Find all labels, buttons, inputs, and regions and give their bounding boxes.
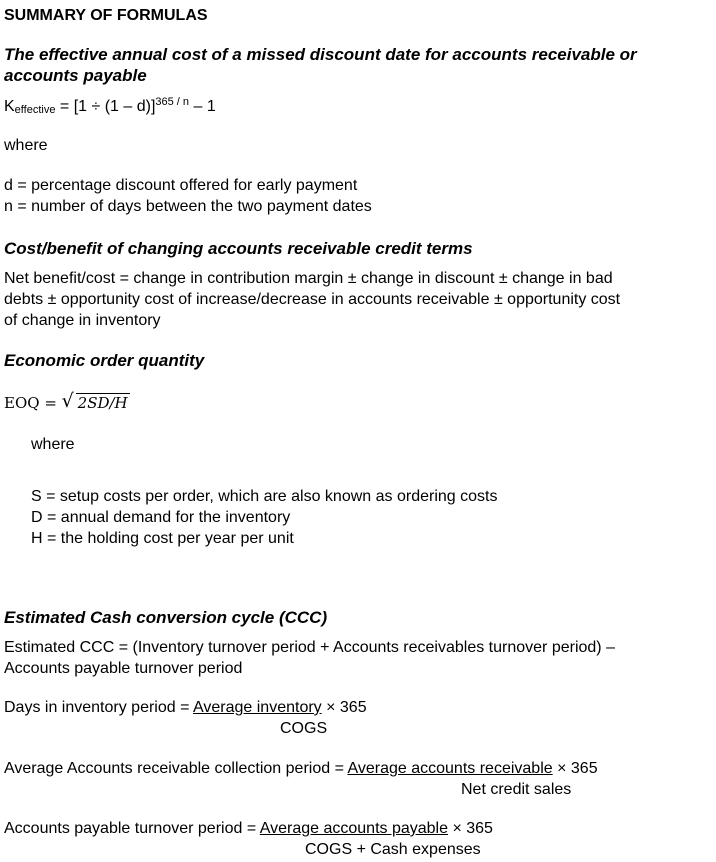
definition-d-demand: D = annual demand for the inventory [31, 509, 291, 526]
where-label-eoq: where [31, 436, 75, 453]
formula-days-inventory [4, 697, 367, 718]
section-heading-effective-cost-cont: accounts payable [4, 66, 147, 85]
eoq-sqrt [61, 390, 130, 414]
dip-denominator: COGS [280, 720, 328, 737]
ccc-formula-line-1: Estimated CCC = (Inventory turnover period + Accounts receivables turnover period) – [4, 639, 615, 656]
formula-main: = [1 ÷ (1 – d)] [55, 98, 156, 115]
formula-k-subscript: effective [14, 104, 56, 116]
ccc-formula-line-2: Accounts payable turnover period [4, 660, 243, 677]
ap-multiplier: × 365 [448, 820, 493, 837]
eoq-lhs: EOQ = [4, 394, 62, 412]
definition-s: S = setup costs per order, which are also known as ordering costs [31, 488, 498, 505]
ar-multiplier: × 365 [552, 760, 598, 777]
dip-multiplier: × 365 [321, 699, 367, 716]
cost-benefit-line-1: Net benefit/cost = change in contribution margin ± change in discount ± change in bad [4, 270, 613, 287]
definition-d: d = percentage discount offered for early payment [4, 177, 358, 194]
dip-lhs: Days in inventory period = [4, 699, 193, 716]
section-heading-ccc: Estimated Cash conversion cycle (CCC) [4, 608, 328, 627]
definition-n: n = number of days between the two payment dates [4, 198, 372, 215]
definition-h: H = the holding cost per year per unit [31, 530, 294, 547]
cost-benefit-line-2: debts ± opportunity cost of increase/decrease in accounts receivable ± opportunity cost [4, 291, 621, 308]
eoq-radicand: 2SD/H [77, 394, 128, 412]
formula-k: K [4, 98, 15, 115]
formula-ap-turnover [4, 818, 493, 839]
formula-eoq [4, 390, 130, 414]
formula-ar-collection [4, 758, 598, 779]
formula-effective-cost [4, 96, 216, 119]
formula-tail: – 1 [189, 98, 216, 115]
page-title: SUMMARY OF FORMULAS [4, 7, 208, 24]
sqrt-symbol: √ [61, 390, 74, 412]
ar-numerator: Average accounts receivable [347, 760, 553, 777]
ap-numerator: Average accounts payable [259, 820, 448, 837]
section-heading-eoq: Economic order quantity [4, 351, 205, 370]
ap-lhs: Accounts payable turnover period = [4, 820, 260, 837]
section-heading-effective-cost: The effective annual cost of a missed discount date for accounts receivable or [4, 45, 637, 64]
ap-denominator: COGS + Cash expenses [305, 841, 481, 858]
ar-denominator: Net credit sales [461, 781, 572, 798]
section-heading-cost-benefit: Cost/benefit of changing accounts receivable credit terms [4, 239, 473, 258]
cost-benefit-line-3: of change in inventory [4, 312, 161, 329]
dip-numerator: Average inventory [193, 699, 322, 716]
ar-lhs: Average Accounts receivable collection period = [4, 760, 348, 777]
formula-exponent: 365 / n [155, 96, 190, 108]
where-label: where [4, 137, 48, 154]
